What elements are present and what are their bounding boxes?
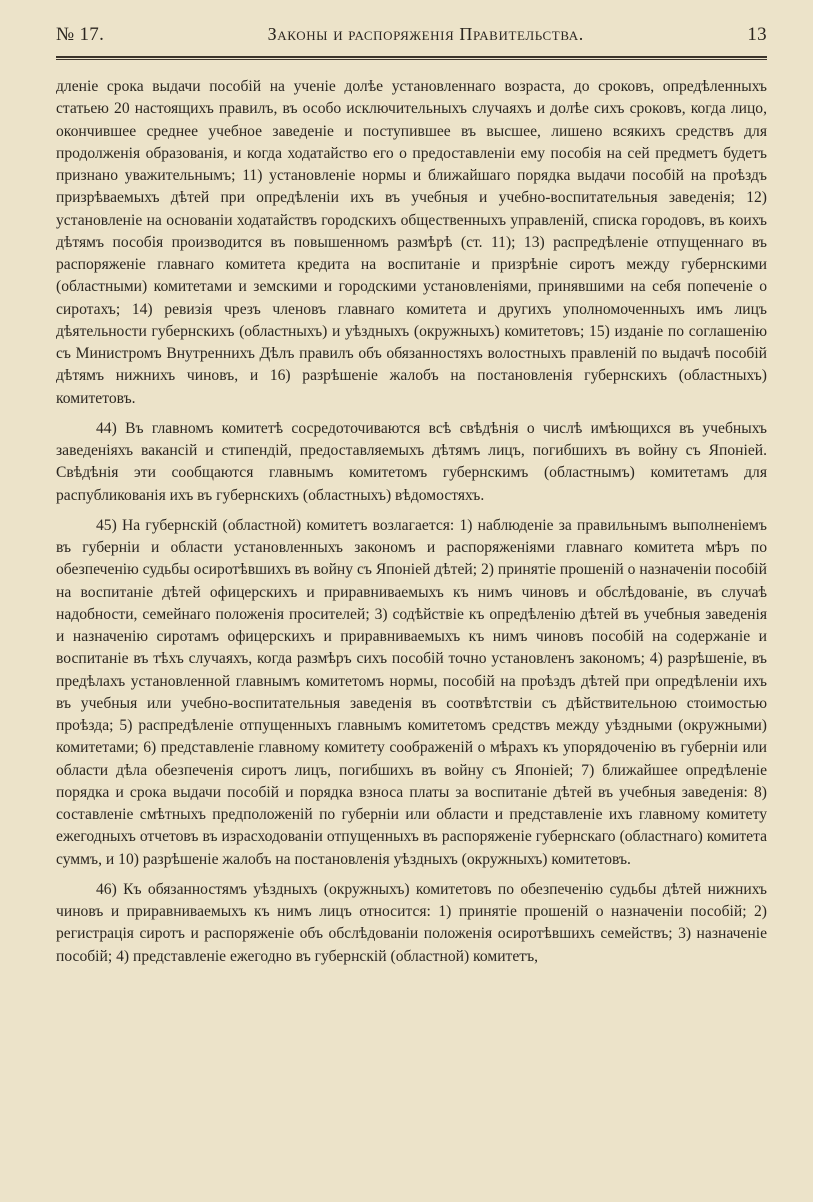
body-text xyxy=(56,76,767,968)
page-number: 13 xyxy=(747,24,767,45)
issue-number: № 17. xyxy=(56,24,105,45)
page-header xyxy=(56,24,767,54)
paragraph-article-44: 44) Въ главномъ комитетѣ сосредоточиваются всѣ свѣдѣнія о числѣ имѣющихся въ учебныхъ заведеніяхъ вакансій и стипендій, предоставляемыхъ дѣтямъ лицъ, погибшихъ въ войну съ Японіей. Свѣдѣнія эти сообщаются главнымъ комитетомъ губернскимъ (областнымъ) комитетамъ для распубликованія ихъ въ губернскихъ (областныхъ) вѣдомостяхъ. xyxy=(56,419,767,504)
running-title: Законы и распоряженія Правительства. xyxy=(267,24,584,44)
paragraph-continuation: дленіе срока выдачи пособій на ученіе долѣе установленнаго возраста, до сроковъ, опредѣленныхъ статьею 20 настоящихъ правилъ, въ особо исключительныхъ случаяхъ и долѣе сихъ сроковъ, когда лицо, окончившее среднее учебное заведеніе и поступившее въ высшее, лишено всякихъ средствъ для продолженія образованія, и когда ходатайство его о предоставленіи ему пособія на сей предметъ будетъ признано уважительнымъ; 11) установленіе нормы и ближайшаго порядка выдачи пособій на проѣздъ призрѣваемыхъ дѣтей при опредѣленіи ихъ въ учебныя и учебно-воспитательныя заведенія; 12) установленіе на основаніи ходатайствъ городскихъ общественныхъ управленій, списка городовъ, въ коихъ дѣтямъ пособія производится въ повышенномъ размѣрѣ (ст. 11); 13) распредѣленіе отпущеннаго въ распоряженіе главнаго комитета кредита на воспитаніе и призрѣніе сиротъ между губернскими (областными) комитетами и земскими и городскими установленіями, принявшими на себя попеченіе о сиротахъ; 14) ревизія чрезъ членовъ главнаго комитета и другихъ уполномоченныхъ имъ лицъ дѣятельности губернскихъ (областныхъ) и уѣздныхъ (окружныхъ) комитетовъ; 15) изданіе по соглашенію съ Министромъ Внутреннихъ Дѣлъ правилъ объ обязанностяхъ волостныхъ правленій по выдачѣ пособій дѣтямъ нижнихъ чиновъ, и 16) разрѣшеніе жалобъ на постановленія губернскихъ (областныхъ) комитетовъ. xyxy=(56,78,767,407)
header-rule xyxy=(56,56,767,60)
paragraph-article-45: 45) На губернскій (областной) комитетъ возлагается: 1) наблюденіе за правильнымъ выполненіемъ въ губерніи и области установленныхъ закономъ и распоряженіями главнаго комитета мѣръ по обезпеченію судьбы осиротѣвшихъ въ войну съ Японіей дѣтей; 2) принятіе прошеній о назначеніи пособій на воспитаніе дѣтей офицерскихъ и приравниваемыхъ къ нимъ чиновъ и обслѣдованіе, въ случаѣ надобности, семейнаго положенія просителей; 3) содѣйствіе къ опредѣленію дѣтей въ учебныя заведенія и назначенію сиротамъ офицерскихъ и приравниваемыхъ къ нимъ чиновъ пособій на содержаніе и воспитаніе въ тѣхъ случаяхъ, когда размѣръ сихъ пособій точно установленъ закономъ; 4) разрѣшеніе, въ предѣлахъ установленной главнымъ комитетомъ нормы, пособій на проѣздъ дѣтей при опредѣленіи ихъ въ учебныя или учебно-воспитательныя заведенія въ соотвѣтствіи съ дѣйствительною стоимостью проѣзда; 5) распредѣленіе отпущенныхъ главнымъ комитетомъ средствъ между уѣздными (окружными) комитетами; 6) представленіе главному комитету соображеній о мѣрахъ къ упорядоченію въ губерніи или области дѣла обезпеченія сиротъ лицъ, погибшихъ въ войну съ Японіей; 7) ближайшее опредѣленіе порядка и срока выдачи пособій и порядка взноса платы за воспитаніе дѣтей въ учебныя заведенія: 8) составленіе смѣтныхъ предположеній по губерніи или области и представленіе ихъ главному комитету ежегодныхъ отчетовъ въ израсходованіи отпущенныхъ въ распоряженіе губернскаго (областнаго) комитета суммъ, и 10) разрѣшеніе жалобъ на постановленія уѣздныхъ (окружныхъ) комитетовъ. xyxy=(56,516,767,868)
paragraph-article-46: 46) Къ обязанностямъ уѣздныхъ (окружныхъ) комитетовъ по обезпеченію судьбы дѣтей нижнихъ чиновъ и приравниваемыхъ къ нимъ лицъ относится: 1) принятіе прошеній о назначеніи пособій; 2) регистрація сиротъ и распоряженіе объ обслѣдованіи положенія осиротѣвшихъ семействъ; 3) назначеніе пособій; 4) представленіе ежегодно въ губернскій (областной) комитетъ, xyxy=(56,880,767,965)
